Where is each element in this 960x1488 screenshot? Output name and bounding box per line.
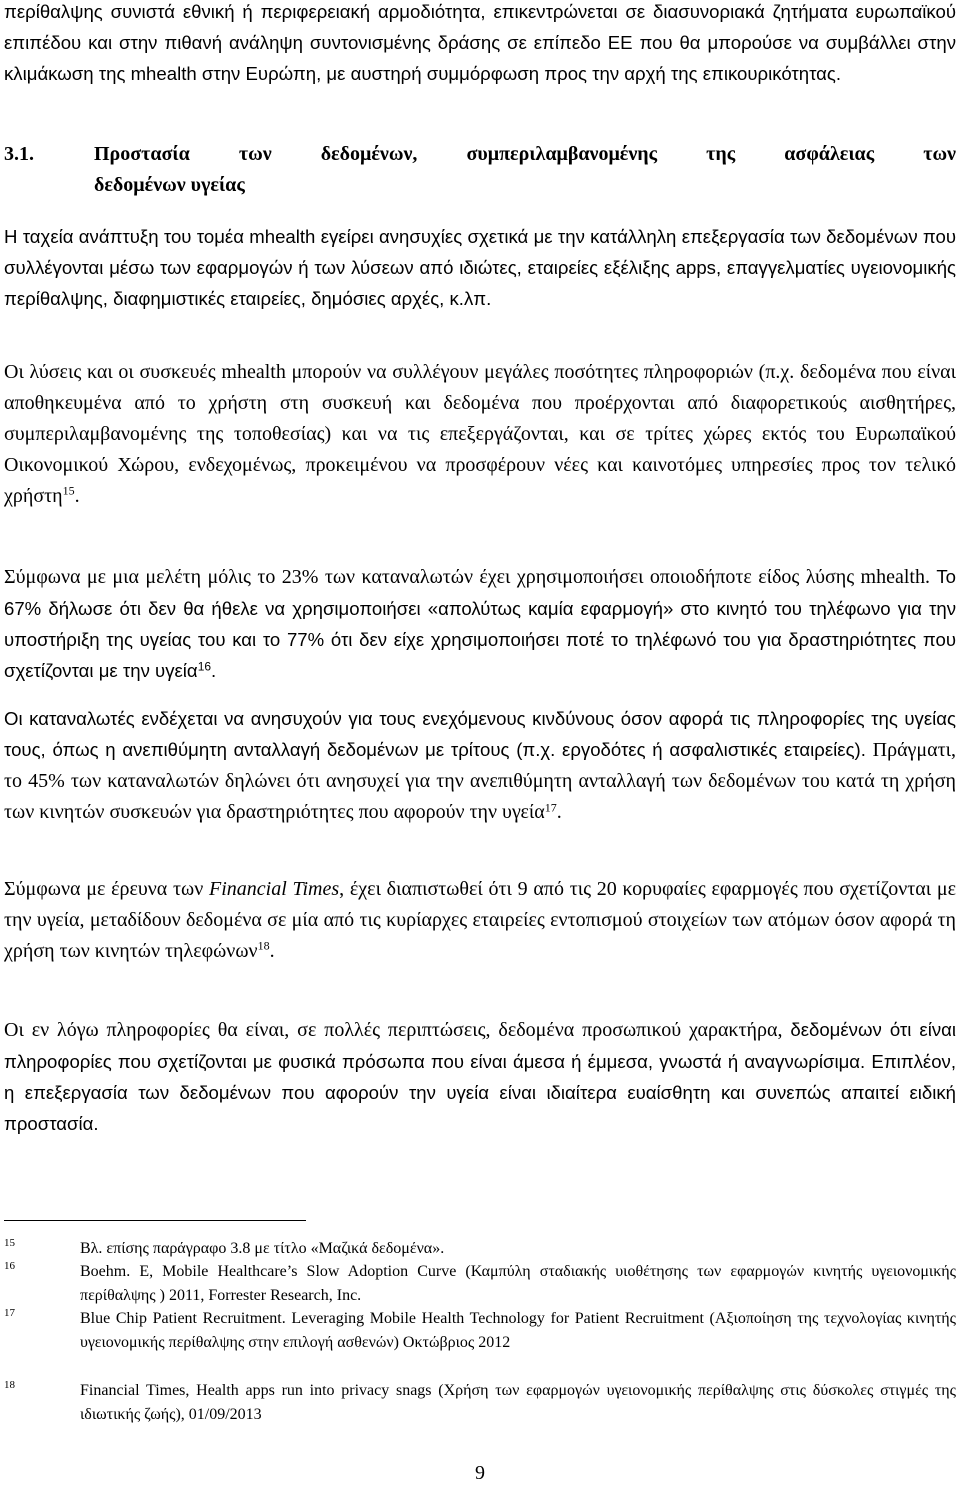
footnote-number: 17 [4,1307,15,1319]
paragraph-development [4,221,956,314]
paragraph-solutions-text: Οι λύσεις και οι συσκευές mhealth μπορούν να συλλέγουν μεγάλες ποσότητες πληροφοριών (π.χ. δεδομένα που είναι αποθηκευμένα από το χρήστη στη συσκευή και δεδομένα που προέρχονται από διαφορετικούς αισθητήρες, συμπεριλαμβανομένης της τοποθεσίας) και να τις επεξεργάζονται, και σε τρίτες χώρες εκτός του Ευρωπαϊκού Οικονομικού Χώρου, ενδεχομένως, προκειμένου να προσφέρουν νέες και καινοτόμες υπηρεσίες προς τον τελικό χρήστη [4,361,956,507]
footnote-number: 16 [4,1260,15,1272]
paragraph-consumers-text-a: Οι καταναλωτές ενδέχεται να ανησυχούν για τους ενεχόμενους κινδύνους όσον αφορά τις πληροφορίες της υγείας τους, όπως η ανεπιθύμητη ανταλλαγή δεδομένων με τρίτους (π.χ. εργοδότες ή ασφαλιστικές εταιρείες). [4,708,956,760]
footnote-ref-17[interactable]: 17 [544,800,557,815]
footnote-ref-16[interactable]: 16 [197,659,212,674]
paragraph-study [4,561,956,686]
paragraph-consumers [4,703,956,828]
footnote-ref-15[interactable]: 15 [62,483,75,498]
paragraph-personal-data [4,1014,956,1139]
paragraph-intro-text: περίθαλψης συνιστά εθνική ή περιφερειακή αρμοδιότητα, επικεντρώνεται σε διασυνοριακά ζητήματα ευρωπαϊκού επιπέδου και στην πιθανή ανάληψη συντονισμένης δράσης σε επίπεδο ΕΕ που θα μπορούσε να συμβάλλει στην κλιμάκωση της mhealth στην Ευρώπη, με αυστηρή συμμόρφωση προς την αρχή της επικουρικότητας. [4,1,956,84]
period: . [269,940,275,962]
period: . [211,660,217,681]
paragraph-personal-data-text-b: δεδομένων ότι είναι πληροφορίες που σχετίζονται με φυσικά πρόσωπα που είναι άμεσα ή έμμεσα, γνωστά ή αναγνωρίσιμα. Επιπλέον, η επεξεργασία των δεδομένων που αφορούν την υγεία είναι ιδιαίτερα ευαίσθητη και συνεπώς απαιτεί ειδική προστασία. [4,1019,956,1134]
footnote-number: 18 [4,1379,15,1391]
footnote-text: Financial Times, Health apps run into privacy snags (Χρήση των εφαρμογών υγειονομικής περίθαλψης στις δύσκολες στιγμές της ιδιωτικής ζωής), 01/09/2013 [80,1382,956,1423]
footnote-text: Βλ. επίσης παράγραφο 3.8 με τίτλο «Μαζικά δεδομένα». [80,1240,445,1257]
paragraph-financial-times [4,874,956,967]
section-number: 3.1. [4,143,34,165]
period: . [74,485,80,507]
paragraph-study-text-b: Το 67% δήλωσε ότι δεν θα ήθελε να χρησιμοποιήσει «απολύτως καμία εφαρμογή» στο κινητό του τηλέφωνο για την υποστήριξη της υγείας του και το 77% ότι δεν είχε χρησιμοποιήσει ποτέ το τηλέφωνό του για δραστηριότητες που σχετίζονται με την υγεία [4,566,956,681]
footnote-separator [4,1220,306,1221]
paragraph-ft-text-b: , έχει διαπιστωθεί ότι 9 από τις 20 κορυφαίες εφαρμογές που σχετίζονται με την υγεία, μεταδίδουν δεδομένα σε μία από τις κυρίαρχες εταιρείες εντοπισμού στοιχείων των ατόμων όσον αφορά τη χρήση των κινητών τηλεφώνων [4,878,957,962]
section-title-line1: Προστασία των δεδομένων, συμπεριλαμβανομένης της ασφάλειας των [94,143,956,165]
footnote-text: Blue Chip Patient Recruitment. Leveraging Mobile Health Technology for Patient Recruitment (Αξιοποίηση της τεχνολογίας κινητής υγειονομικής περίθαλψης στην επιλογή ασθενών) Οκτώβριος 2012 [80,1310,956,1351]
paragraph-intro [4,0,956,89]
period: . [556,801,562,823]
paragraph-solutions [4,357,956,512]
section-title-line2: δεδομένων υγείας [94,174,245,196]
paragraph-ft-text-a: Σύμφωνα με έρευνα των [4,878,209,900]
footnote-number: 15 [4,1237,15,1249]
paragraph-study-text-a: Σύμφωνα με μια μελέτη μόλις το 23% των καταναλωτών έχει χρησιμοποιήσει οποιοδήποτε είδος λύσης mhealth. [4,566,937,588]
paragraph-personal-data-text-a: Οι εν λόγω πληροφορίες θα είναι, σε πολλές περιπτώσεις, δεδομένα προσωπικού χαρακτήρα, [4,1019,791,1041]
financial-times-italic: Financial Times [208,878,340,900]
page-number: 9 [475,1462,485,1484]
paragraph-consumers-text-b: Πράγματι, το 45% των καταναλωτών δηλώνει ότι ανησυχεί για την ανεπιθύμητη ανταλλαγή των δεδομένων του κατά τη χρήση των κινητών συσκευών για δραστηριότητες που αφορούν την υγεία [4,739,956,823]
footnote-ref-18[interactable]: 18 [257,938,270,953]
paragraph-development-text: Η ταχεία ανάπτυξη του τομέα mhealth εγείρει ανησυχίες σχετικά με την κατάλληλη επεξεργασία των δεδομένων που συλλέγονται μέσω των εφαρμογών ή των λύσεων από ιδιώτες, εταιρείες εξέλιξης apps, επαγγελματίες υγειονομικής περίθαλψης, διαφημιστικές εταιρείες, δημόσιες αρχές, κ.λπ. [4,226,956,309]
footnote-text: Boehm. E, Mobile Healthcare’s Slow Adoption Curve (Καμπύλη σταδιακής υιοθέτησης των εφαρμογών κινητής υγειονομικής περίθαλψης ) 2011, Forrester Research, Inc. [80,1263,956,1304]
